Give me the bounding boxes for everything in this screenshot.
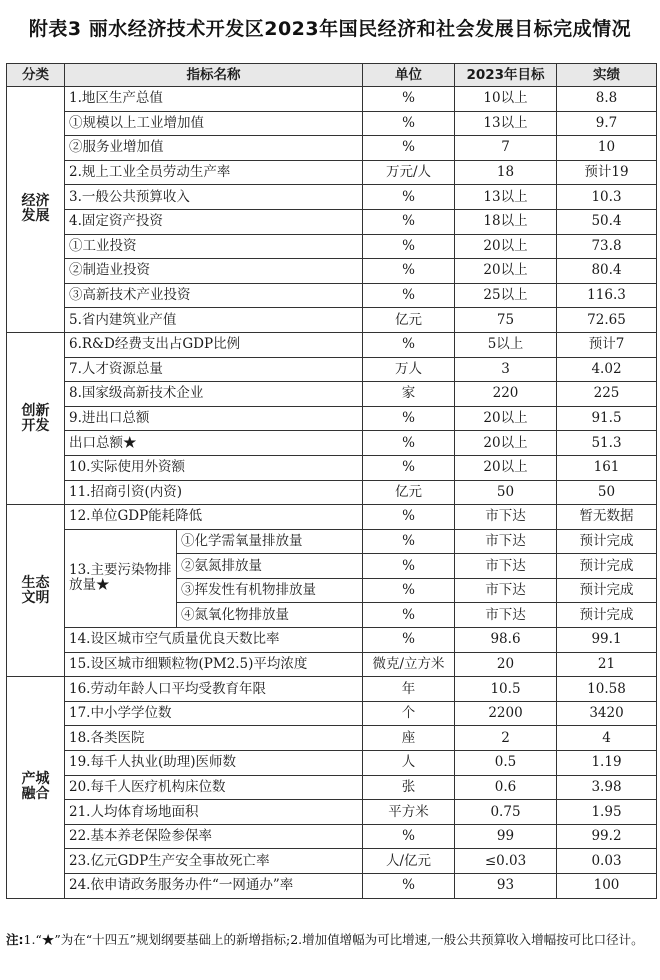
table-row [7, 505, 657, 530]
indicator-table [6, 63, 657, 899]
indicator-target: 13以上 [455, 185, 557, 210]
indicator-unit: % [363, 259, 455, 284]
footnote-text: 1.“★”为在“十四五”规划纲要基础上的新增指标;2.增加值增幅为可比增速,一般公共预算收入增幅按可比口径计。 [23, 932, 644, 947]
indicator-target: 20以上 [455, 455, 557, 480]
indicator-name: 出口总额★ [65, 431, 363, 456]
indicator-name: 10.实际使用外资额 [65, 455, 363, 480]
indicator-target: 98.6 [455, 628, 557, 653]
indicator-actual: 80.4 [557, 259, 657, 284]
table-row [7, 259, 657, 284]
indicator-target: 市下达 [455, 578, 557, 603]
indicator-target: 18以上 [455, 209, 557, 234]
table-row [7, 726, 657, 751]
table-row [7, 775, 657, 800]
indicator-unit: % [363, 185, 455, 210]
table-row [7, 455, 657, 480]
indicator-unit: % [363, 824, 455, 849]
indicator-actual: 4.02 [557, 357, 657, 382]
table-row [7, 824, 657, 849]
indicator-unit: % [363, 406, 455, 431]
indicator-unit: 家 [363, 382, 455, 407]
indicator-unit: % [363, 554, 455, 579]
indicator-name: 21.人均体育场地面积 [65, 800, 363, 825]
table-row [7, 332, 657, 357]
table-row [7, 800, 657, 825]
indicator-actual: 1.95 [557, 800, 657, 825]
indicator-name: ④氮氧化物排放量 [177, 603, 363, 628]
table-row [7, 751, 657, 776]
indicator-name: 3.一般公共预算收入 [65, 185, 363, 210]
indicator-target: 市下达 [455, 603, 557, 628]
table-row [7, 357, 657, 382]
indicator-target: 10以上 [455, 87, 557, 112]
indicator-name: 6.R&D经费支出占GDP比例 [65, 332, 363, 357]
indicator-target: 93 [455, 874, 557, 899]
indicator-target: 3 [455, 357, 557, 382]
indicator-actual: 10 [557, 136, 657, 161]
indicator-target: 0.6 [455, 775, 557, 800]
indicator-name: 4.固定资产投资 [65, 209, 363, 234]
indicator-actual: 50.4 [557, 209, 657, 234]
indicator-actual: 预计完成 [557, 603, 657, 628]
indicator-name: 15.设区城市细颗粒物(PM2.5)平均浓度 [65, 652, 363, 677]
indicator-unit: % [363, 136, 455, 161]
indicator-name: 23.亿元GDP生产安全事故死亡率 [65, 849, 363, 874]
indicator-actual: 73.8 [557, 234, 657, 259]
indicator-unit: % [363, 431, 455, 456]
table-row [7, 209, 657, 234]
indicator-unit: % [363, 578, 455, 603]
indicator-actual: 50 [557, 480, 657, 505]
table-row [7, 283, 657, 308]
header-target: 2023年目标 [455, 64, 557, 87]
indicator-name: ①化学需氧量排放量 [177, 529, 363, 554]
indicator-unit: % [363, 874, 455, 899]
indicator-unit: % [363, 628, 455, 653]
indicator-target: 50 [455, 480, 557, 505]
indicator-target: 市下达 [455, 529, 557, 554]
indicator-target: 20 [455, 652, 557, 677]
table-row [7, 431, 657, 456]
indicator-name: ③挥发性有机物排放量 [177, 578, 363, 603]
table-row [7, 652, 657, 677]
header-category: 分类 [7, 64, 65, 87]
indicator-unit: % [363, 209, 455, 234]
indicator-target: 20以上 [455, 234, 557, 259]
indicator-actual: 10.58 [557, 677, 657, 702]
indicator-target: 220 [455, 382, 557, 407]
indicator-actual: 4 [557, 726, 657, 751]
indicator-name: 12.单位GDP能耗降低 [65, 505, 363, 530]
indicator-name: ②制造业投资 [65, 259, 363, 284]
table-row [7, 111, 657, 136]
indicator-actual: 99.2 [557, 824, 657, 849]
category-ecology: 生态 文明 [7, 505, 65, 677]
indicator-name: 9.进出口总额 [65, 406, 363, 431]
table-row [7, 628, 657, 653]
indicator-actual: 预计完成 [557, 529, 657, 554]
indicator-actual: 3.98 [557, 775, 657, 800]
indicator-actual: 暂无数据 [557, 505, 657, 530]
indicator-name: 11.招商引资(内资) [65, 480, 363, 505]
indicator-name: 5.省内建筑业产值 [65, 308, 363, 333]
indicator-unit: % [363, 603, 455, 628]
table-row [7, 874, 657, 899]
indicator-actual: 8.8 [557, 87, 657, 112]
header-unit: 单位 [363, 64, 455, 87]
indicator-actual: 预计完成 [557, 578, 657, 603]
indicator-target: 10.5 [455, 677, 557, 702]
indicator-unit: 张 [363, 775, 455, 800]
indicator-name: 14.设区城市空气质量优良天数比率 [65, 628, 363, 653]
indicator-target: 7 [455, 136, 557, 161]
indicator-target: 25以上 [455, 283, 557, 308]
indicator-target: 20以上 [455, 431, 557, 456]
indicator-unit: 人/亿元 [363, 849, 455, 874]
indicator-actual: 预计19 [557, 160, 657, 185]
indicator-unit: 平方米 [363, 800, 455, 825]
indicator-target: 20以上 [455, 406, 557, 431]
table-row [7, 406, 657, 431]
table-row [7, 701, 657, 726]
indicator-unit: 人 [363, 751, 455, 776]
indicator-actual: 100 [557, 874, 657, 899]
indicator-target: 20以上 [455, 259, 557, 284]
table-row [7, 849, 657, 874]
indicator-unit: 亿元 [363, 308, 455, 333]
indicator-unit: % [363, 505, 455, 530]
indicator-name: ②服务业增加值 [65, 136, 363, 161]
footnote-label: 注: [6, 932, 24, 947]
indicator-target: 18 [455, 160, 557, 185]
indicator-target: 75 [455, 308, 557, 333]
indicator-unit: % [363, 111, 455, 136]
indicator-unit: % [363, 529, 455, 554]
table-header-row [7, 64, 657, 87]
indicator-target: 99 [455, 824, 557, 849]
indicator-target: 0.75 [455, 800, 557, 825]
indicator-name: 24.依申请政务服务办件“一网通办”率 [65, 874, 363, 899]
indicator-unit: 年 [363, 677, 455, 702]
indicator-target: 市下达 [455, 554, 557, 579]
indicator-unit: % [363, 87, 455, 112]
indicator-unit: 个 [363, 701, 455, 726]
page-title: 附表3 丽水经济技术开发区2023年国民经济和社会发展目标完成情况 [28, 18, 632, 40]
indicator-actual: 161 [557, 455, 657, 480]
category-integration: 产城 融合 [7, 677, 65, 898]
indicator-target: 0.5 [455, 751, 557, 776]
indicator-name: ①规模以上工业增加值 [65, 111, 363, 136]
indicator-name: 2.规上工业全员劳动生产率 [65, 160, 363, 185]
indicator-actual: 116.3 [557, 283, 657, 308]
indicator-target: 13以上 [455, 111, 557, 136]
indicator-name: 20.每千人医疗机构床位数 [65, 775, 363, 800]
header-actual: 实绩 [557, 64, 657, 87]
indicator-actual: 预计7 [557, 332, 657, 357]
indicator-actual: 10.3 [557, 185, 657, 210]
indicator-actual: 3420 [557, 701, 657, 726]
table-row [7, 185, 657, 210]
table-row [7, 480, 657, 505]
indicator-actual: 1.19 [557, 751, 657, 776]
indicator-unit: 万人 [363, 357, 455, 382]
indicator-unit: % [363, 332, 455, 357]
indicator-actual: 99.1 [557, 628, 657, 653]
indicator-target: ≤0.03 [455, 849, 557, 874]
indicator-name: 16.劳动年龄人口平均受教育年限 [65, 677, 363, 702]
indicator-target: 2200 [455, 701, 557, 726]
indicator-actual: 预计完成 [557, 554, 657, 579]
table-row [7, 160, 657, 185]
header-indicator: 指标名称 [65, 64, 363, 87]
indicator-target: 市下达 [455, 505, 557, 530]
indicator-name: 1.地区生产总值 [65, 87, 363, 112]
indicator-actual: 225 [557, 382, 657, 407]
table-row [7, 529, 657, 554]
table-row [7, 87, 657, 112]
indicator-name: ①工业投资 [65, 234, 363, 259]
indicator-actual: 9.7 [557, 111, 657, 136]
indicator-actual: 91.5 [557, 406, 657, 431]
category-innovation: 创新 开发 [7, 332, 65, 504]
indicator-actual: 21 [557, 652, 657, 677]
footnote [6, 930, 654, 950]
indicator-actual: 0.03 [557, 849, 657, 874]
indicator-name: 19.每千人执业(助理)医师数 [65, 751, 363, 776]
indicator-name: ③高新技术产业投资 [65, 283, 363, 308]
indicator-unit: % [363, 283, 455, 308]
indicator-unit: 座 [363, 726, 455, 751]
pollutant-group-label: 13.主要污染物排放量★ [65, 529, 177, 627]
table-row [7, 234, 657, 259]
indicator-name: 17.中小学学位数 [65, 701, 363, 726]
indicator-name: 18.各类医院 [65, 726, 363, 751]
indicator-name: ②氨氮排放量 [177, 554, 363, 579]
indicator-name: 22.基本养老保险参保率 [65, 824, 363, 849]
indicator-actual: 51.3 [557, 431, 657, 456]
category-economy: 经济 发展 [7, 87, 65, 333]
table-row [7, 136, 657, 161]
indicator-unit: 亿元 [363, 480, 455, 505]
table-row [7, 677, 657, 702]
indicator-actual: 72.65 [557, 308, 657, 333]
table-row [7, 382, 657, 407]
indicator-name: 8.国家级高新技术企业 [65, 382, 363, 407]
indicator-unit: % [363, 455, 455, 480]
indicator-unit: 微克/立方米 [363, 652, 455, 677]
table-row [7, 308, 657, 333]
indicator-unit: % [363, 234, 455, 259]
indicator-unit: 万元/人 [363, 160, 455, 185]
indicator-target: 2 [455, 726, 557, 751]
indicator-name: 7.人才资源总量 [65, 357, 363, 382]
indicator-target: 5以上 [455, 332, 557, 357]
